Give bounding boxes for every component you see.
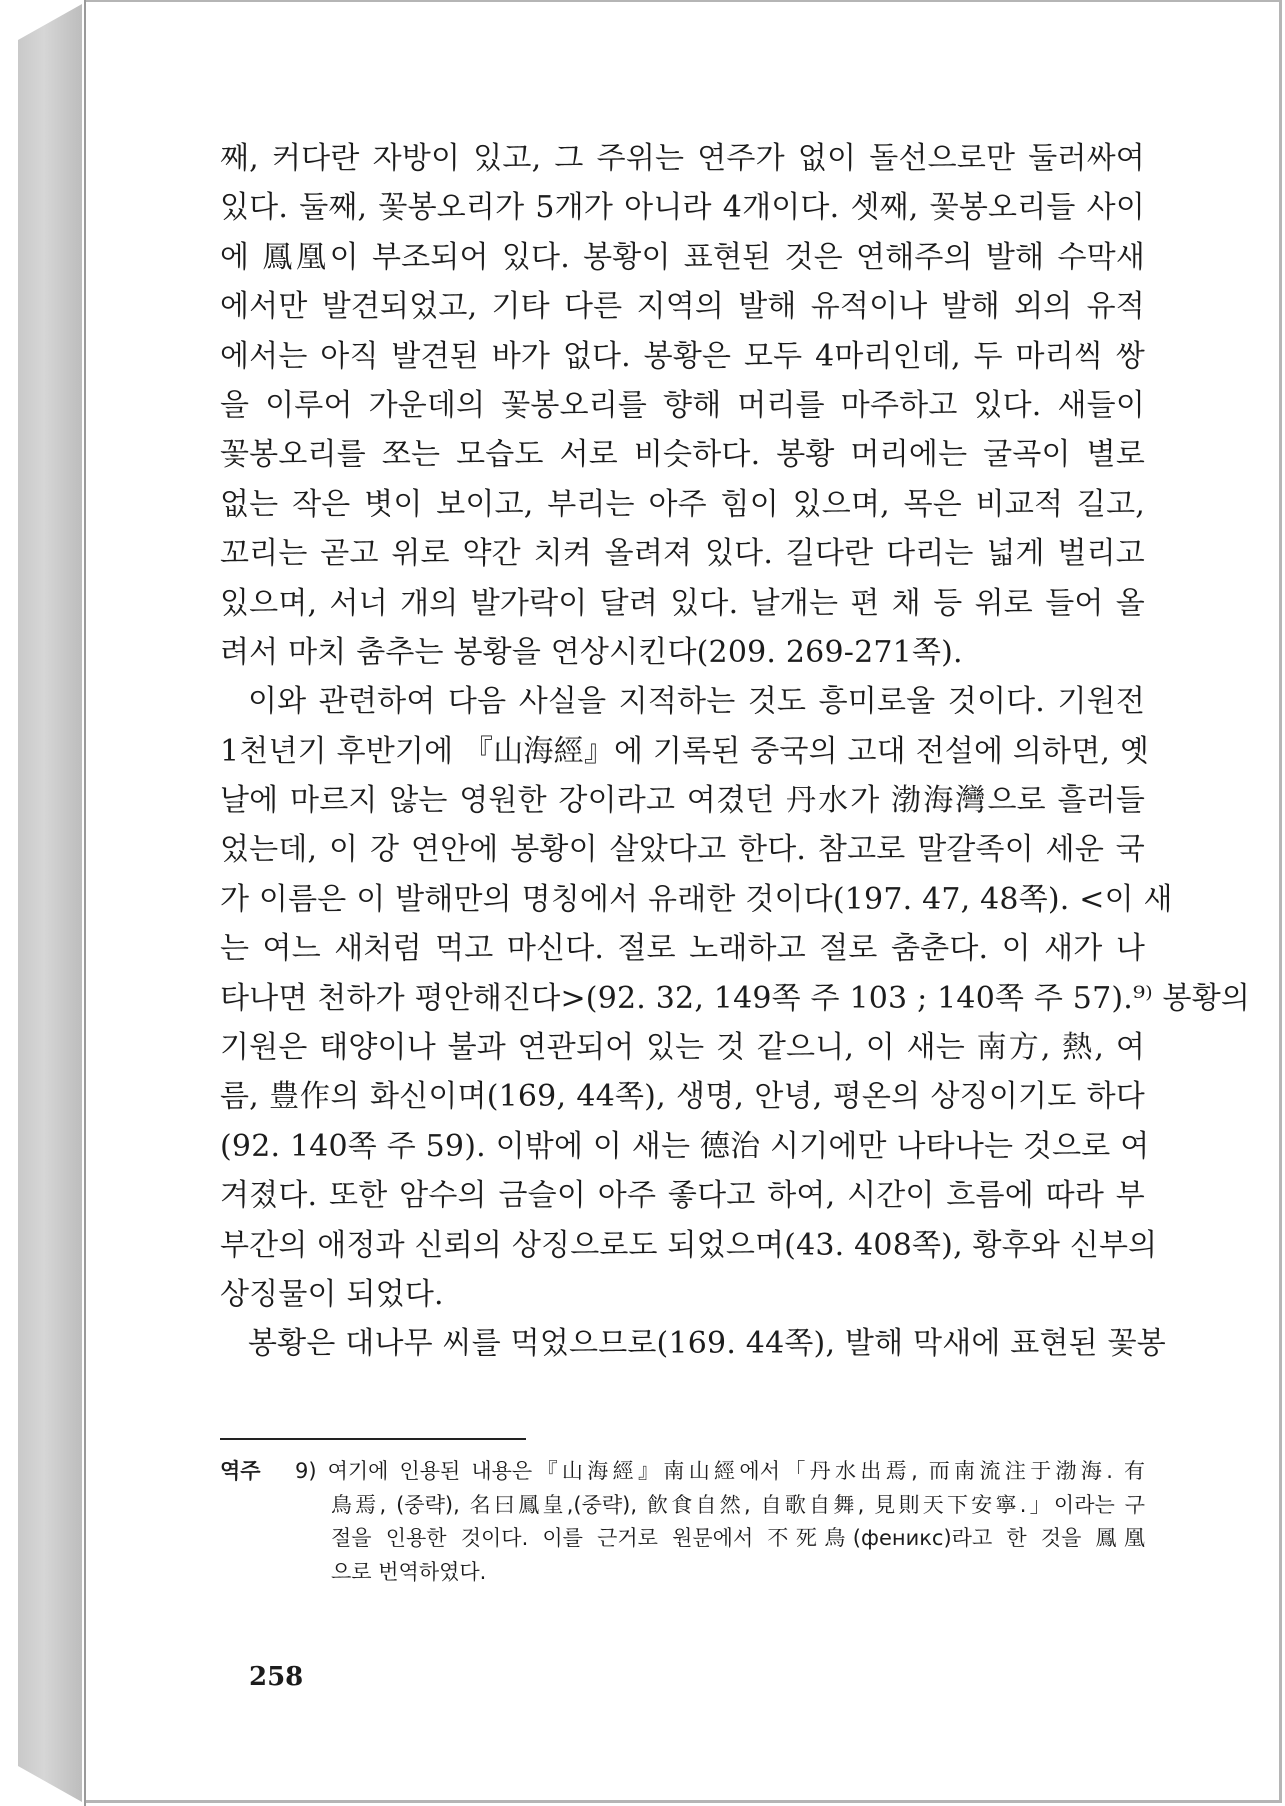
footnote-line: 9) 여기에 인용된 내용은『山海經』南山經에서「丹水出焉, 而南流注于渤海. 有 xyxy=(295,1459,1145,1483)
text-line: 가 이름은 이 발해만의 명칭에서 유래한 것이다(197. 47, 48쪽). <이 새 xyxy=(220,881,1173,917)
text-line: 는 여느 새처럼 먹고 마신다. 절로 노래하고 절로 춤춘다. 이 새가 나 xyxy=(220,931,1145,967)
text-line: 려서 마치 춤추는 봉황을 연상시킨다(209. 269-271쪽). xyxy=(220,634,963,670)
text-line: 에서는 아직 발견된 바가 없다. 봉황은 모두 4마리인데, 두 마리씩 쌍 xyxy=(220,338,1145,374)
text-line: 기원은 태양이나 불과 연관되어 있는 것 같으니, 이 새는 南方, 熱, 여 xyxy=(220,1030,1145,1066)
footnote-body xyxy=(295,1455,1145,1589)
text-line: 타나면 천하가 평안해진다>(92. 32, 149쪽 주 103 ; 140쪽 주 57).⁹⁾ 봉황의 xyxy=(220,980,1251,1016)
page-number: 258 xyxy=(249,1662,304,1692)
text-line: 부간의 애정과 신뢰의 상징으로도 되었으며(43. 408쪽), 황후와 신부의 xyxy=(220,1227,1158,1263)
text-line: (92. 140쪽 주 59). 이밖에 이 새는 德治 시기에만 나타나는 것으로 여 xyxy=(220,1128,1150,1164)
paragraph-first-line: 봉황은 대나무 씨를 먹었으므로(169. 44쪽), 발해 막새에 표현된 꽃봉 xyxy=(248,1326,1166,1362)
footnote-line: 鳥焉, (중략), 名曰鳳皇,(중략), 飮食自然, 自歌自舞, 見則天下安寧.」이라는 구 xyxy=(331,1492,1145,1517)
text-line: 날에 마르지 않는 영원한 강이라고 여겼던 丹水가 渤海灣으로 흘러들 xyxy=(220,783,1145,819)
text-line: 있으며, 서너 개의 발가락이 달려 있다. 날개는 편 채 등 위로 들어 올 xyxy=(220,585,1145,621)
text-line: 에서만 발견되었고, 기타 다른 지역의 발해 유적이나 발해 외의 유적 xyxy=(220,289,1145,325)
paragraph-first-line: 이와 관련하여 다음 사실을 지적하는 것도 흥미로울 것이다. 기원전 xyxy=(248,684,1145,720)
text-line: 름, 豊作의 화신이며(169, 44쪽), 생명, 안녕, 평온의 상징이기도 하다 xyxy=(220,1079,1145,1115)
text-line: 째, 커다란 자방이 있고, 그 주위는 연주가 없이 돌선으로만 둘러싸여 xyxy=(220,141,1145,176)
text-line: 상징물이 되었다. xyxy=(220,1276,444,1312)
main-text xyxy=(220,134,1251,1369)
text-line: 에 鳳凰이 부조되어 있다. 봉황이 표현된 것은 연해주의 발해 수막새 xyxy=(220,239,1145,275)
text-line: 꽃봉오리를 쪼는 모습도 서로 비슷하다. 봉황 머리에는 굴곡이 별로 xyxy=(220,437,1145,473)
footnote-divider xyxy=(220,1438,526,1440)
book-spine xyxy=(18,4,82,1802)
text-line: 있다. 둘째, 꽃봉오리가 5개가 아니라 4개이다. 셋째, 꽃봉오리들 사이 xyxy=(220,190,1145,226)
text-line: 없는 작은 볏이 보이고, 부리는 아주 힘이 있으며, 목은 비교적 길고, xyxy=(220,486,1145,522)
text-line: 을 이루어 가운데의 꽃봉오리를 향해 머리를 마주하고 있다. 새들이 xyxy=(220,387,1145,423)
footnote-line: 으로 번역하였다. xyxy=(331,1559,487,1584)
footnote-line: 절을 인용한 것이다. 이를 근거로 원문에서 不死鳥(феникс)라고 한 것을 鳳凰 xyxy=(331,1526,1145,1550)
text-line: 꼬리는 곧고 위로 약간 치켜 올려져 있다. 길다란 다리는 넓게 벌리고 xyxy=(220,536,1145,572)
footnote-tag: 역주 xyxy=(220,1459,261,1483)
text-line: 1천년기 후반기에 『山海經』에 기록된 중국의 고대 전설에 의하면, 옛 xyxy=(220,733,1150,769)
text-line: 었는데, 이 강 연안에 봉황이 살았다고 한다. 참고로 말갈족이 세운 국 xyxy=(220,832,1145,868)
text-line: 겨졌다. 또한 암수의 금슬이 아주 좋다고 하여, 시간이 흐름에 따라 부 xyxy=(220,1178,1145,1214)
